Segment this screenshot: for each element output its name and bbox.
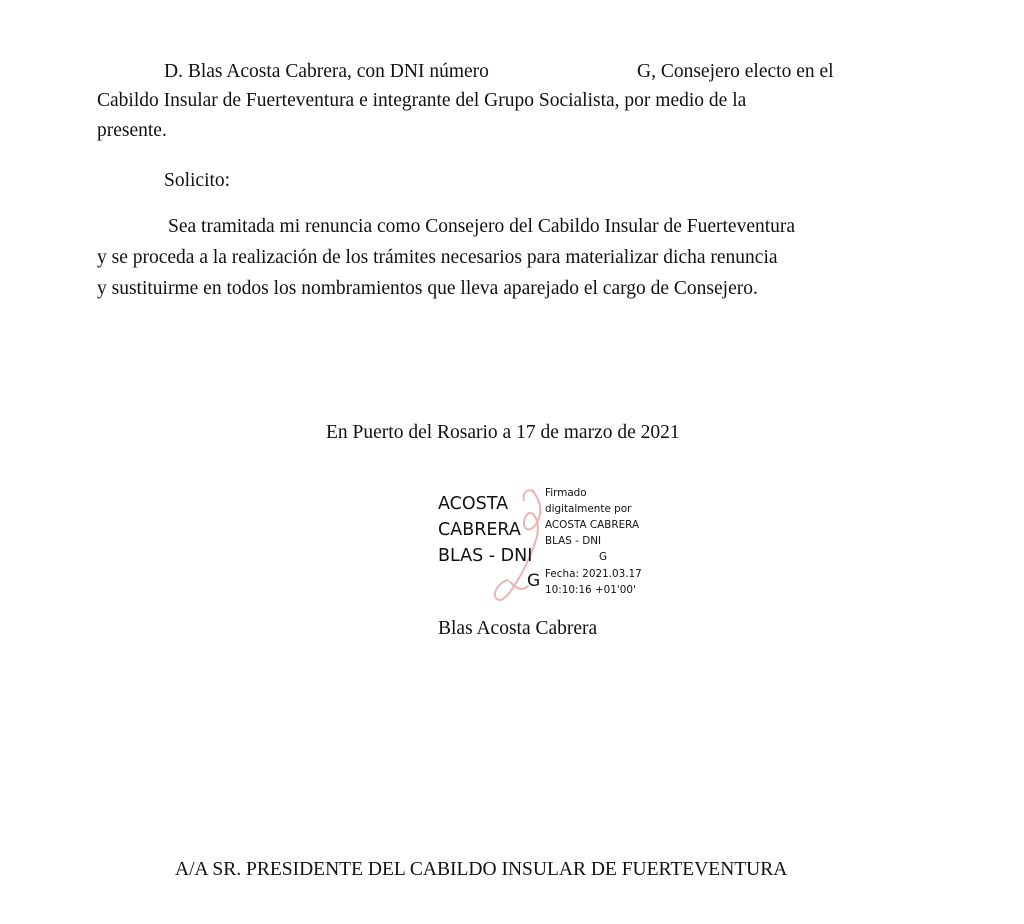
request-label: Solicito: bbox=[164, 170, 231, 191]
intro-line-1a: D. Blas Acosta Cabrera, con DNI número bbox=[164, 61, 489, 82]
signer-name-line-1: ACOSTA bbox=[438, 494, 509, 514]
signature-detail-line-3: ACOSTA CABRERA bbox=[545, 519, 640, 531]
request-line-2: y se proceda a la realización de los trámites necesarios para materializar dicha renuncia bbox=[97, 247, 778, 268]
signature-detail-line-1: Firmado bbox=[545, 487, 587, 499]
signature-detail-suffix: G bbox=[599, 551, 608, 563]
signature-detail-line-4: BLAS - DNI bbox=[545, 535, 602, 547]
signature-date-line-1: Fecha: 2021.03.17 bbox=[545, 568, 642, 580]
intro-line-2: Cabildo Insular de Fuerteventura e integrante del Grupo Socialista, por medio de la bbox=[97, 90, 747, 111]
signer-name-suffix: G bbox=[527, 571, 541, 591]
place-date: En Puerto del Rosario a 17 de marzo de 2021 bbox=[326, 422, 680, 443]
addressee: A/A SR. PRESIDENTE DEL CABILDO INSULAR DE FUERTEVENTURA bbox=[175, 859, 788, 880]
signature-detail-line-2: digitalmente por bbox=[545, 503, 632, 515]
signer-name-line-2: CABRERA bbox=[438, 520, 521, 540]
signer-printed-name: Blas Acosta Cabrera bbox=[438, 618, 598, 639]
request-line-3: y sustituirme en todos los nombramientos que lleva aparejado el cargo de Consejero. bbox=[97, 278, 758, 299]
signature-date-line-2: 10:10:16 +01'00' bbox=[545, 584, 636, 596]
signer-name-line-3: BLAS - DNI bbox=[438, 546, 533, 566]
intro-line-3: presente. bbox=[97, 120, 167, 141]
request-line-1: Sea tramitada mi renuncia como Consejero del Cabildo Insular de Fuerteventura bbox=[168, 216, 796, 237]
intro-line-1b: G, Consejero electo en el bbox=[637, 61, 834, 82]
